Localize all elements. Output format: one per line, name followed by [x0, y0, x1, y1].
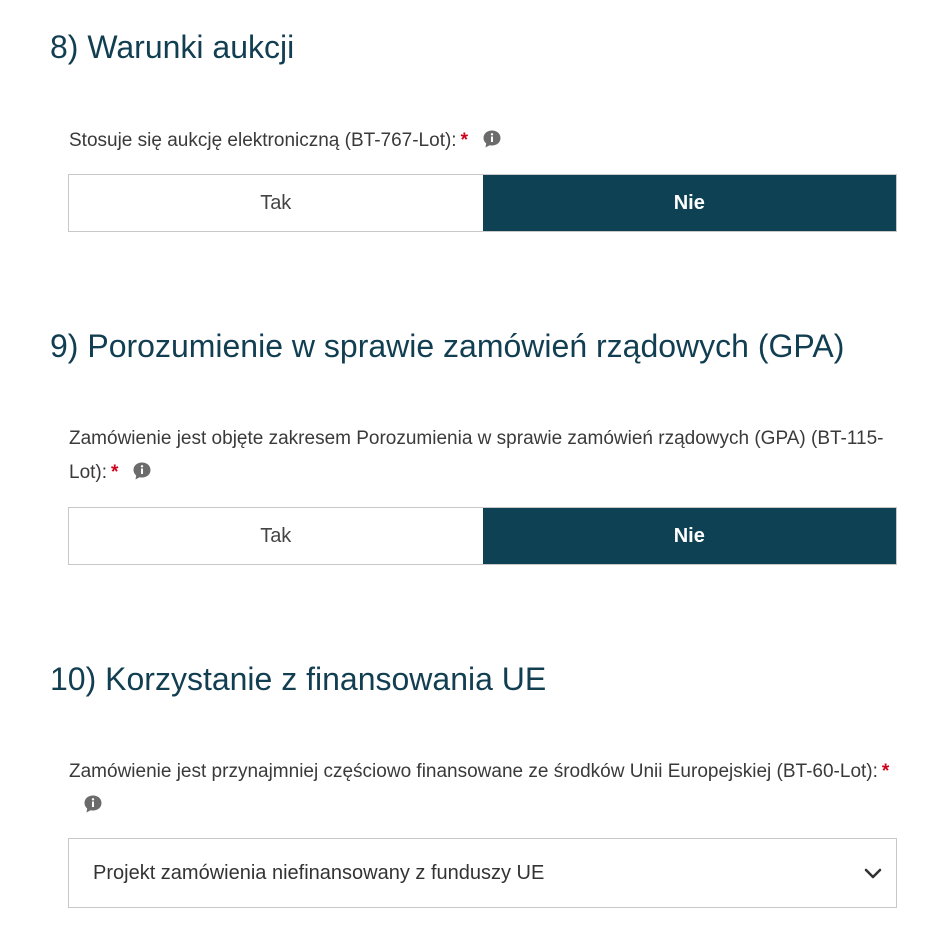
info-icon[interactable]	[132, 461, 152, 481]
info-icon[interactable]	[482, 129, 502, 149]
toggle-gpa	[68, 507, 897, 565]
info-icon[interactable]	[83, 794, 103, 814]
section-title-auction: 8) Warunki aukcji	[50, 29, 295, 65]
option-nie-button[interactable]: Nie	[483, 508, 897, 564]
field-label-gpa	[69, 422, 899, 490]
required-marker: *	[111, 462, 119, 483]
eu-funding-select[interactable]	[68, 838, 897, 908]
field-label-text: Zamówienie jest objęte zakresem Porozumienia w sprawie zamówień rządowych (GPA) (BT-115-Lot):	[69, 428, 884, 483]
required-marker: *	[881, 761, 890, 782]
field-label-text: Stosuje się aukcję elektroniczną (BT-767-Lot):	[69, 130, 457, 151]
option-nie-button[interactable]: Nie	[483, 175, 897, 231]
option-tak-button[interactable]: Tak	[69, 175, 483, 231]
chevron-down-icon	[862, 862, 884, 884]
section-title-gpa: 9) Porozumienie w sprawie zamówień rządowych (GPA)	[50, 328, 845, 364]
toggle-electronic-auction	[68, 174, 897, 232]
field-label-text: Zamówienie jest przynajmniej częściowo finansowane ze środków Unii Europejskiej (BT-60-Lot):	[69, 761, 878, 782]
field-label-electronic-auction	[69, 124, 899, 158]
option-tak-button[interactable]: Tak	[69, 508, 483, 564]
section-title-eu-funding: 10) Korzystanie z finansowania UE	[50, 661, 547, 697]
required-marker: *	[460, 130, 468, 151]
select-value: Projekt zamówienia niefinansowany z funduszy UE	[93, 861, 545, 884]
field-label-eu-funding	[69, 755, 899, 823]
